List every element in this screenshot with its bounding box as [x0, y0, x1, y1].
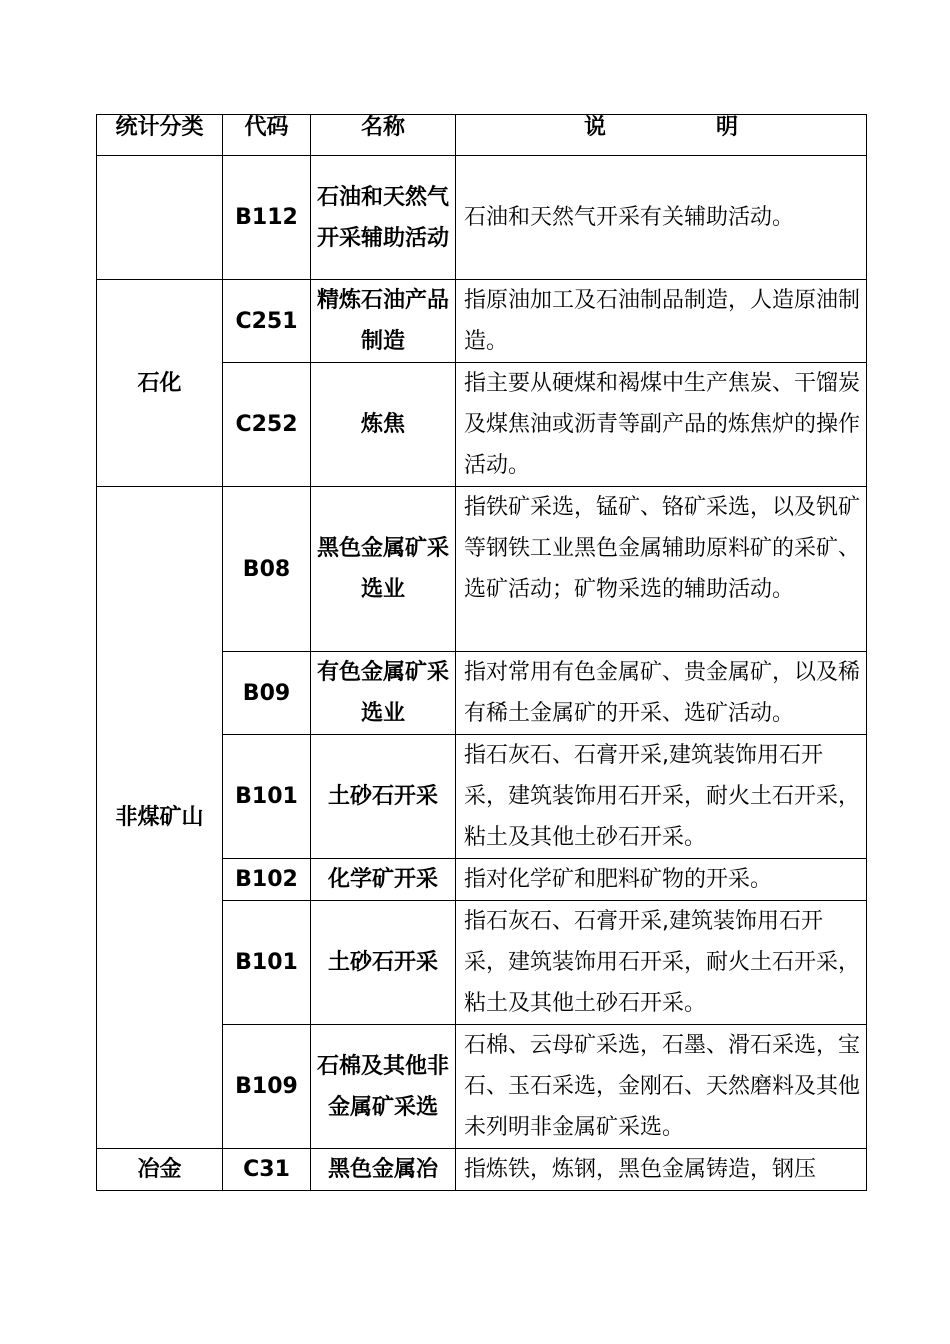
header-description	[456, 115, 867, 156]
code-cell: B112	[223, 156, 311, 280]
description-cell: 石油和天然气开采有关辅助活动。	[456, 156, 867, 280]
category-cell: 非煤矿山	[97, 487, 223, 1149]
category-cell-empty	[97, 156, 223, 280]
header-desc-right: 明	[716, 115, 739, 140]
code-cell: B101	[223, 901, 311, 1025]
description-cell: 指石灰石、石膏开采,建筑装饰用石开采，建筑装饰用石开采，耐火土石开采，粘土及其他土砂石开采。	[456, 901, 867, 1025]
description-cell: 指主要从硬煤和褐煤中生产焦炭、干馏炭及煤焦油或沥青等副产品的炼焦炉的操作活动。	[456, 363, 867, 487]
description-cell: 指炼铁，炼钢，黑色金属铸造，钢压	[456, 1149, 867, 1191]
code-cell: C251	[223, 280, 311, 363]
name-cell: 炼焦	[311, 363, 456, 487]
header-category: 统计分类	[97, 115, 223, 156]
code-cell: B109	[223, 1025, 311, 1149]
description-cell: 石棉、云母矿采选，石墨、滑石采选，宝石、玉石采选，金刚石、天然磨料及其他未列明非金属矿采选。	[456, 1025, 867, 1149]
code-cell: B09	[223, 652, 311, 735]
classification-table	[96, 114, 867, 1191]
name-cell: 石棉及其他非金属矿采选	[311, 1025, 456, 1149]
description-cell: 指石灰石、石膏开采,建筑装饰用石开采，建筑装饰用石开采，耐火土石开采，粘土及其他土砂石开采。	[456, 735, 867, 859]
code-cell: C31	[223, 1149, 311, 1191]
code-cell: B101	[223, 735, 311, 859]
name-cell: 黑色金属矿采选业	[311, 487, 456, 652]
name-cell: 石油和天然气开采辅助活动	[311, 156, 456, 280]
name-cell: 化学矿开采	[311, 859, 456, 901]
code-cell: B08	[223, 487, 311, 652]
header-code: 代码	[223, 115, 311, 156]
header-row	[97, 115, 867, 156]
header-desc-left: 说	[583, 115, 606, 140]
code-cell: C252	[223, 363, 311, 487]
category-cell: 石化	[97, 280, 223, 487]
name-cell: 黑色金属冶	[311, 1149, 456, 1191]
table-row	[97, 156, 867, 280]
category-cell: 冶金	[97, 1149, 223, 1191]
description-cell: 指对化学矿和肥料矿物的开采。	[456, 859, 867, 901]
table-row	[97, 1149, 867, 1191]
table-row	[97, 487, 867, 652]
description-cell: 指铁矿采选，锰矿、铬矿采选，以及钒矿等钢铁工业黑色金属辅助原料矿的采矿、选矿活动；矿物采选的辅助活动。	[456, 487, 867, 652]
table-row	[97, 280, 867, 363]
description-cell: 指对常用有色金属矿、贵金属矿，以及稀有稀土金属矿的开采、选矿活动。	[456, 652, 867, 735]
description-cell: 指原油加工及石油制品制造，人造原油制造。	[456, 280, 867, 363]
code-cell: B102	[223, 859, 311, 901]
name-cell: 土砂石开采	[311, 735, 456, 859]
name-cell: 有色金属矿采选业	[311, 652, 456, 735]
name-cell: 土砂石开采	[311, 901, 456, 1025]
name-cell: 精炼石油产品制造	[311, 280, 456, 363]
header-name: 名称	[311, 115, 456, 156]
